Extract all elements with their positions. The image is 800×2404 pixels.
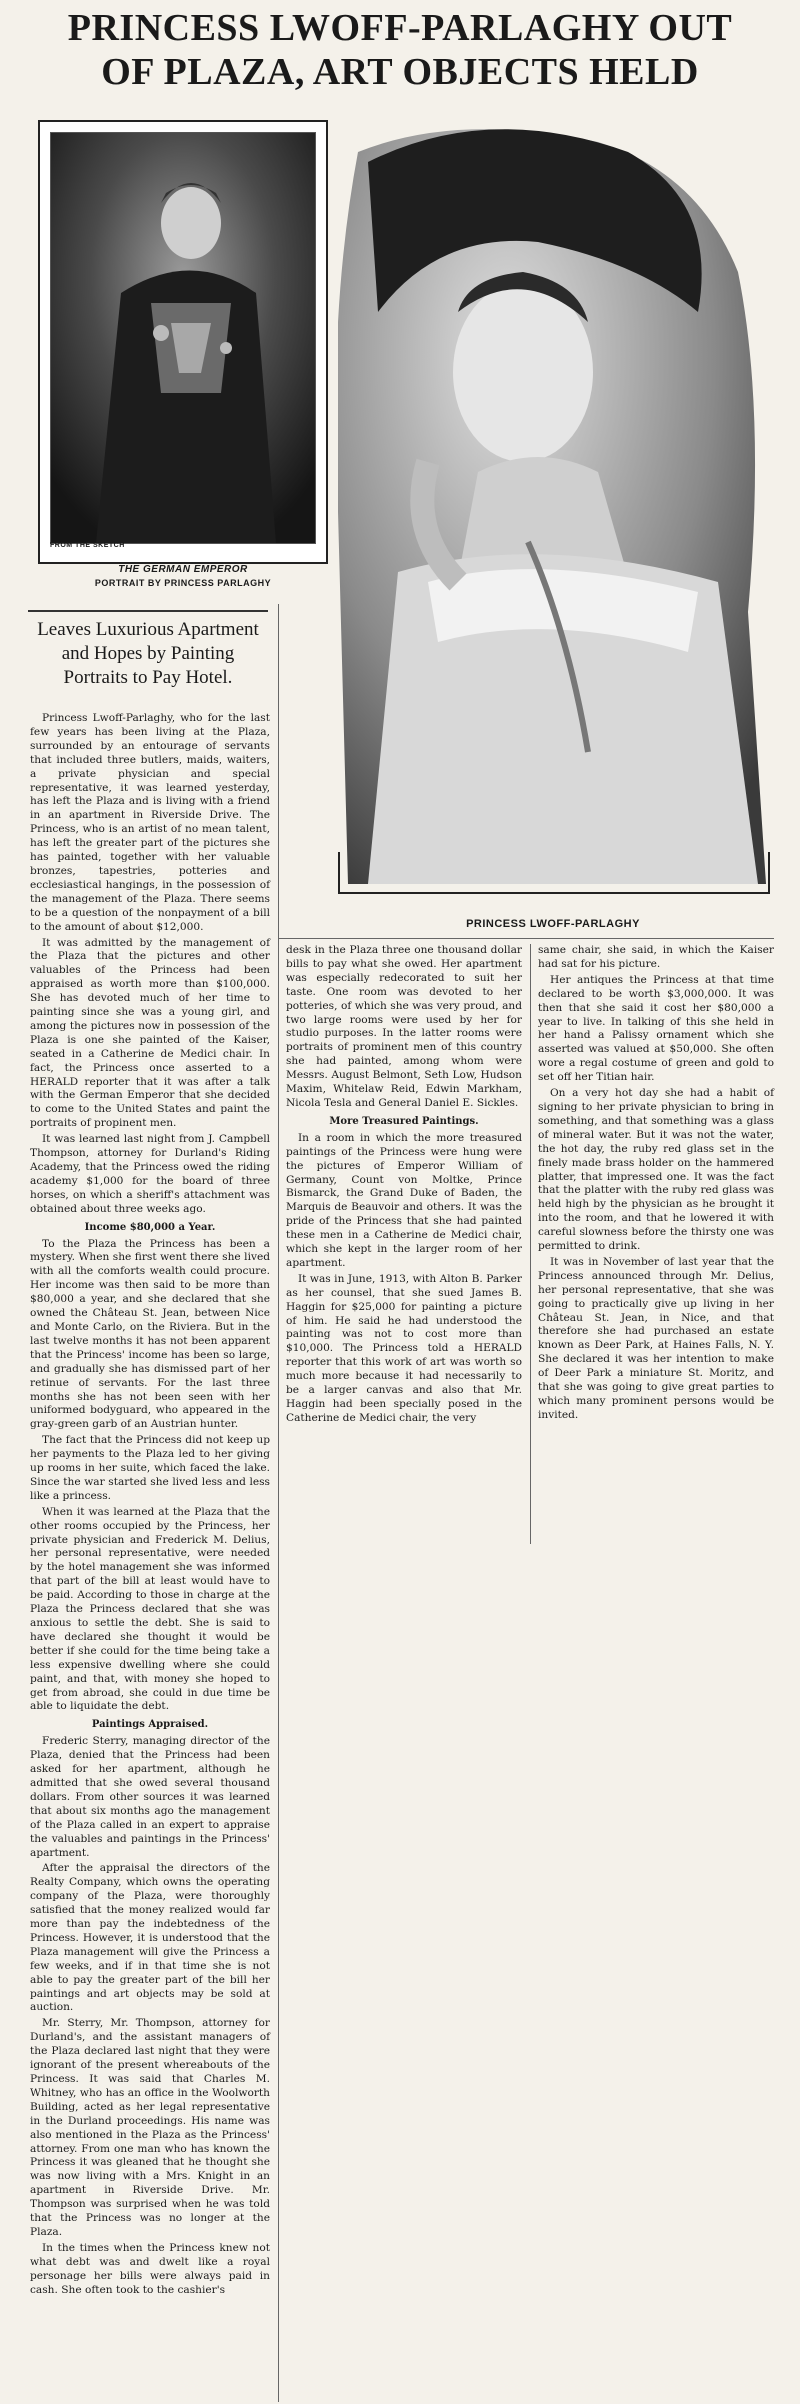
deck-headline: Leaves Luxurious Apartment and Hopes by Painting Portraits to Pay Hotel. bbox=[28, 610, 268, 690]
article-column-1 bbox=[30, 712, 270, 2402]
headline bbox=[18, 6, 782, 94]
emperor-portrait-caption-line-2: PORTRAIT BY PRINCESS PARLAGHY bbox=[94, 578, 272, 588]
column-3-paragraph-4: It was in November of last year that the Princess announced through Mr. Delius, her personal representative, that she was going to practically give up living in her Château St. Jean, in Nice, and that therefore she had purchased an estate known as Deer Park, at Haines Falls, N. Y. She declared it was her intention to make of Deer Park a miniature St. Moritz, and that she was going to give great parties to which many prominent persons would be invited. bbox=[538, 1255, 774, 1421]
princess-portrait-image bbox=[338, 112, 766, 884]
column-1-paragraph-3: It was learned last night from J. Campbell Thompson, attorney for Durland's Riding Academy, that the Princess owed the riding academy $1,000 for the board of three horses, on which a sheriff's attachment was obtained about three weeks ago. bbox=[30, 1133, 270, 1215]
emperor-portrait-svg bbox=[51, 133, 315, 543]
headline-line-1: PRINCESS LWOFF-PARLAGHY OUT bbox=[67, 7, 733, 49]
column-3-paragraph-2: Her antiques the Princess at that time declared to be worth $3,000,000. It was then that she said it cost her $80,000 a year to live. In talking of this she held in her hand a Palissy ornament which she asserted was valued at $50,000. She often wore a regal costume of green and gold to set off her Titian hair. bbox=[538, 973, 774, 1084]
column-3-paragraph-1: same chair, she said, in which the Kaiser had sat for his picture. bbox=[538, 944, 774, 970]
emperor-portrait-frame bbox=[38, 120, 328, 564]
column-2-paragraph-1: desk in the Plaza three one thousand dollar bills to pay what she owed. Her apartment was especially redecorated to suit her taste. One room was devoted to her potteries, of which she was very proud, and two large rooms were used by her for studio purposes. In the latter rooms were portraits of prominent men of this country she had painted, among whom were Messrs. August Belmont, Seth Low, Hudson Maxim, Whitelaw Reid, Edwin Markham, Nicola Tesla and General Daniel E. Sickles. bbox=[286, 944, 522, 1109]
column-1-paragraph-7: Frederic Sterry, managing director of the Plaza, denied that the Princess had been asked for her apartment, although he admitted that she owed several thousand dollars. From other sources it was learned that about six months ago the management of the Plaza called in an expert to appraise the valuables and paintings in the Princess' apartment. bbox=[30, 1735, 270, 1859]
column-1-subhead-paintings: Paintings Appraised. bbox=[91, 1719, 209, 1731]
column-1-paragraph-2: It was admitted by the management of the Plaza that the pictures and other valuables of the Princess had been appraised as worth more than $100,000. She has devoted much of her time to painting since she was a young girl, and among the pictures now in possession of the Plaza is one she painted of the Kaiser, seated in a Catherine de Medici chair. In fact, the Princess once asserted to a HERALD reporter that it was after a talk with the German Emperor that she decided to come to the United States and paint the portraits of propinent men. bbox=[30, 936, 270, 1130]
column-rule-2 bbox=[530, 944, 531, 1544]
column-1-paragraph-6: When it was learned at the Plaza that the other rooms occupied by the Princess, her private physician and Frederick M. Delius, her personal representative, were needed by the hotel management she was informed that part of the bill at least would have to be paid. According to those in charge at the Plaza the Princess declared that she was anxious to settle the debt. She is said to have declared she thought it would be better if she could for the time being take a less expensive dwelling where she could paint, and that, with money she hoped to get from abroad, she could in due time be able to liquidate the debt. bbox=[30, 1505, 270, 1713]
princess-portrait-caption: PRINCESS LWOFF-PARLAGHY bbox=[466, 918, 640, 930]
column-3-paragraph-3: On a very hot day she had a habit of signing to her private physician to bring in something, and that something was a glass of mineral water. But it was not the water, the hot day, the ruby red glass set in the finely made brass holder on the hammered platter, that impressed one. It was the fact that the platter with the ruby red glass was held high by the physician as he brought it into the room, and that he lowered it with careful slowness before the thirsty one was permitted to drink. bbox=[538, 1087, 774, 1253]
article-column-3 bbox=[538, 944, 774, 1544]
princess-portrait-bottom-frame bbox=[338, 852, 770, 894]
column-2-subhead-treasured: More Treasured Paintings. bbox=[329, 1115, 479, 1127]
column-1-paragraph-9: Mr. Sterry, Mr. Thompson, attorney for Durland's, and the assistant managers of the Plaza declared last night that they were ignorant of the present whereabouts of the Princess. It was said that Charles M. Whitney, who has an office in the Woolworth Building, acted as her legal representative in the Durland proceedings. His name was also mentioned in the Plaza as the Princess' attorney. From one man who has known the Princess it was gleaned that he thought she was now living with a Mrs. Knight in an apartment in Riverside Drive. Mr. Thompson was surprised when he was told that the Princess was no longer at the Plaza. bbox=[30, 2017, 270, 2238]
princess-portrait-svg bbox=[338, 112, 766, 884]
emperor-portrait-caption-line-1: THE GERMAN EMPEROR bbox=[118, 564, 248, 575]
column-1-paragraph-5: The fact that the Princess did not keep up her payments to the Plaza led to her giving up rooms in her suite, which faced the lake. Since the war started she lived less and less like a princess. bbox=[30, 1434, 270, 1502]
photo-bottom-rule bbox=[278, 938, 774, 939]
headline-line-2: OF PLAZA, ART OBJECTS HELD bbox=[101, 51, 699, 93]
emperor-portrait-credit: FROM THE SKETCH bbox=[50, 542, 125, 549]
column-1-subhead-income: Income $80,000 a Year. bbox=[84, 1221, 216, 1233]
column-1-paragraph-1: Princess Lwoff-Parlaghy, who for the last few years has been living at the Plaza, surrounded by an entourage of servants that included three butlers, maids, waiters, a private physician and special representative, it was learned yesterday, has left the Plaza and is living with a friend in an apartment in Riverside Drive. The Princess, who is an artist of no mean talent, has left the greater part of the pictures she has painted, together with her valuable bronzes, tapestries, potteries and ecclesiastical hangings, in the possession of the management of the Plaza. There seems to be a question of the nonpayment of a bill to the amount of about $12,000. bbox=[30, 712, 270, 933]
column-rule-1 bbox=[278, 604, 279, 2402]
column-1-paragraph-4: To the Plaza the Princess has been a mystery. When she first went there she lived with all the comforts wealth could procure. Her income was then said to be more than $80,000 a year, and she declared that she owned the Château St. Jean, between Nice and Monte Carlo, on the Riviera. But in the last twelve months it has not been apparent that the Princess' income has been so large, and gradually she has dismissed part of her retinue of servants. For the last three months she has not been seen with her uniformed bodyguard, who appeared in the gray-green garb of an Austrian hunter. bbox=[30, 1237, 270, 1431]
article-column-2 bbox=[286, 944, 522, 1544]
column-1-paragraph-8: After the appraisal the directors of the Realty Company, which owns the operating company of the Plaza, were thoroughly satisfied that the money realized would far more than pay the indebtedness of the Princess. However, it is understood that the Plaza management will give the Princess a few weeks, and if in that time she is not able to pay the greater part of the bill her paintings and art objects may be sold at auction. bbox=[30, 1862, 270, 2014]
column-2-paragraph-3: It was in June, 1913, with Alton B. Parker as her counsel, that she sued James B. Haggin for $25,000 for painting a picture of him. He said he had understood the painting was not to cost more than $10,000. The Princess told a HERALD reporter that this work of art was worth so much more because it had necessarily to be a larger canvas and also that Mr. Haggin had been specially posed in the Catherine de Medici chair, the very bbox=[286, 1272, 522, 1424]
column-1-paragraph-10: In the times when the Princess knew not what debt was and dwelt like a royal personage her bills were always paid in cash. She often took to the cashier's bbox=[30, 2241, 270, 2296]
column-2-paragraph-2: In a room in which the more treasured paintings of the Princess were hung were the pictures of Emperor William of Germany, Count von Moltke, Prince Bismarck, the Grand Duke of Baden, the Marquis de Beauvoir and others. It was the pride of the Princess that she had painted these men in a Catherine de Medici chair, which she kept in the larger room of her apartment. bbox=[286, 1131, 522, 1269]
emperor-portrait-image bbox=[50, 132, 316, 544]
princess-portrait-frame bbox=[338, 112, 768, 912]
